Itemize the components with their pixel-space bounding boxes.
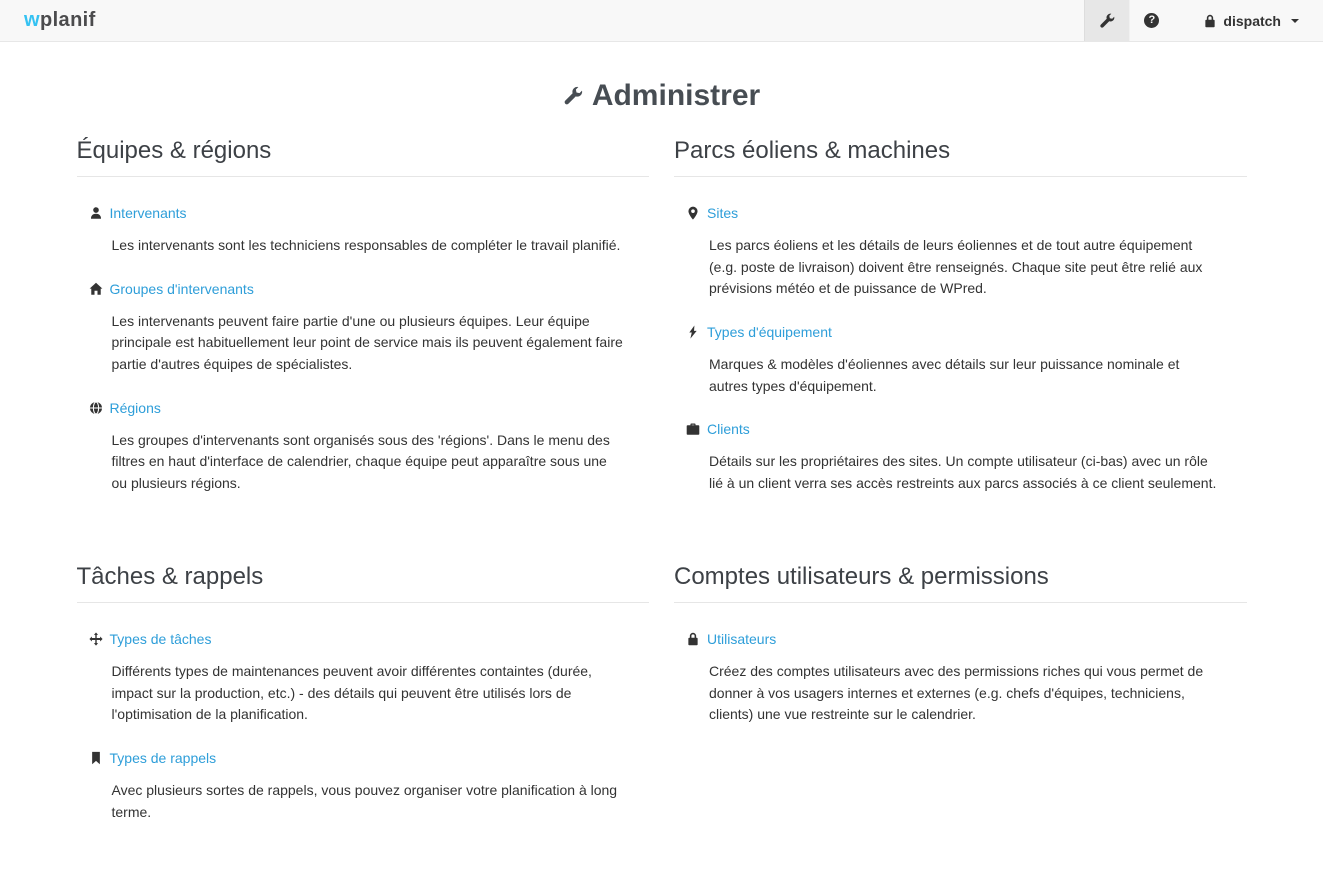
list-item	[674, 324, 1247, 397]
user-menu-label: dispatch	[1223, 12, 1281, 29]
help-button[interactable]	[1130, 0, 1173, 41]
link-intervenants[interactable]	[89, 205, 187, 221]
admin-sections-container	[62, 137, 1262, 891]
logo-accent-letter: w	[24, 9, 40, 31]
admin-tools-button[interactable]	[1084, 0, 1130, 41]
list-item	[77, 205, 650, 257]
item-description: Différents types de maintenances peuvent avoir différentes containtes (durée, impact sur la production, etc.) - des détails qui peuvent être utilisés lors de l'optimisation de la planification.	[111, 662, 592, 723]
link-groupes-intervenants[interactable]	[89, 281, 254, 297]
map-marker-icon	[686, 206, 700, 220]
link-types-rappels[interactable]	[89, 750, 217, 766]
section-title: Comptes utilisateurs & permissions	[674, 563, 1247, 603]
lock-icon	[1203, 14, 1217, 28]
link-label: Clients	[707, 421, 750, 438]
link-types-taches[interactable]	[89, 631, 212, 647]
navbar-right	[1084, 0, 1323, 41]
item-description: Créez des comptes utilisateurs avec des permissions riches qui vous permet de donner à vos usagers internes et externes (e.g. chefs d'équipes, techniciens, clients) une vue restreinte sur le calendrier.	[709, 662, 1204, 723]
link-sites[interactable]	[686, 205, 738, 221]
section-comptes-permissions	[674, 563, 1247, 847]
move-icon	[89, 632, 103, 646]
link-label: Utilisateurs	[707, 630, 777, 647]
section-title: Tâches & rappels	[77, 563, 650, 603]
section-parcs-machines	[674, 137, 1247, 519]
user-menu-dropdown[interactable]	[1189, 0, 1313, 41]
item-description: Les parcs éoliens et les détails de leurs éoliennes et de tout autre équipement (e.g. poste de livraison) doivent être renseignés. Chaque site peut être relié aux prévisions météo et de puissance de WPred.	[709, 237, 1203, 297]
question-sign-icon	[1144, 13, 1159, 28]
briefcase-icon	[686, 422, 700, 436]
link-label: Groupes d'intervenants	[109, 280, 254, 297]
navbar	[0, 0, 1323, 42]
chevron-down-icon	[1291, 19, 1299, 23]
wrench-icon	[563, 86, 583, 106]
section-title: Parcs éoliens & machines	[674, 137, 1247, 177]
lock-icon	[686, 632, 700, 646]
item-description: Les intervenants peuvent faire partie d'une ou plusieurs équipes. Leur équipe principale est habituellement leur point de service mais ils peuvent également faire partie d'autres équipes de spécialistes.	[111, 312, 623, 373]
link-regions[interactable]	[89, 400, 161, 416]
wrench-icon	[1099, 13, 1115, 29]
link-label: Régions	[109, 399, 161, 416]
list-item	[674, 205, 1247, 300]
list-item	[77, 281, 650, 376]
link-label: Types d'équipement	[707, 324, 832, 341]
link-types-equipement[interactable]	[686, 324, 832, 340]
list-item	[674, 631, 1247, 726]
app-logo[interactable]	[0, 0, 112, 41]
item-description: Détails sur les propriétaires des sites. Un compte utilisateur (ci-bas) avec un rôle lié à un client verra ses accès restreints aux parcs associés à ce client seulement.	[709, 453, 1217, 492]
link-clients[interactable]	[686, 421, 750, 437]
link-label: Types de rappels	[109, 749, 217, 766]
page-title	[0, 79, 1323, 113]
item-description: Les groupes d'intervenants sont organisés sous des 'régions'. Dans le menu des filtres en haut d'interface de calendrier, chaque équipe peut apparaître sous une ou plusieurs régions.	[111, 431, 610, 492]
item-description: Marques & modèles d'éoliennes avec détails sur leur puissance nominale et autres types d'équipement.	[709, 356, 1180, 394]
section-taches-rappels	[77, 563, 650, 847]
item-description: Avec plusieurs sortes de rappels, vous pouvez organiser votre planification à long terme.	[111, 781, 618, 820]
list-item	[77, 400, 650, 495]
flash-icon	[686, 325, 700, 339]
link-label: Sites	[707, 205, 739, 221]
logo-text: planif	[39, 9, 96, 31]
list-item	[674, 421, 1247, 494]
link-label: Intervenants	[109, 205, 187, 221]
bookmark-icon	[89, 751, 103, 765]
item-description: Les intervenants sont les techniciens responsables de compléter le travail planifié.	[111, 237, 621, 253]
list-item	[77, 750, 650, 823]
section-equipes-regions	[77, 137, 650, 519]
home-icon	[89, 282, 103, 296]
user-icon	[89, 206, 103, 220]
page-title-text: Administrer	[591, 79, 761, 112]
globe-icon	[89, 401, 103, 415]
link-label: Types de tâches	[109, 630, 212, 647]
link-utilisateurs[interactable]	[686, 631, 776, 647]
section-title: Équipes & régions	[77, 137, 650, 177]
list-item	[77, 631, 650, 726]
